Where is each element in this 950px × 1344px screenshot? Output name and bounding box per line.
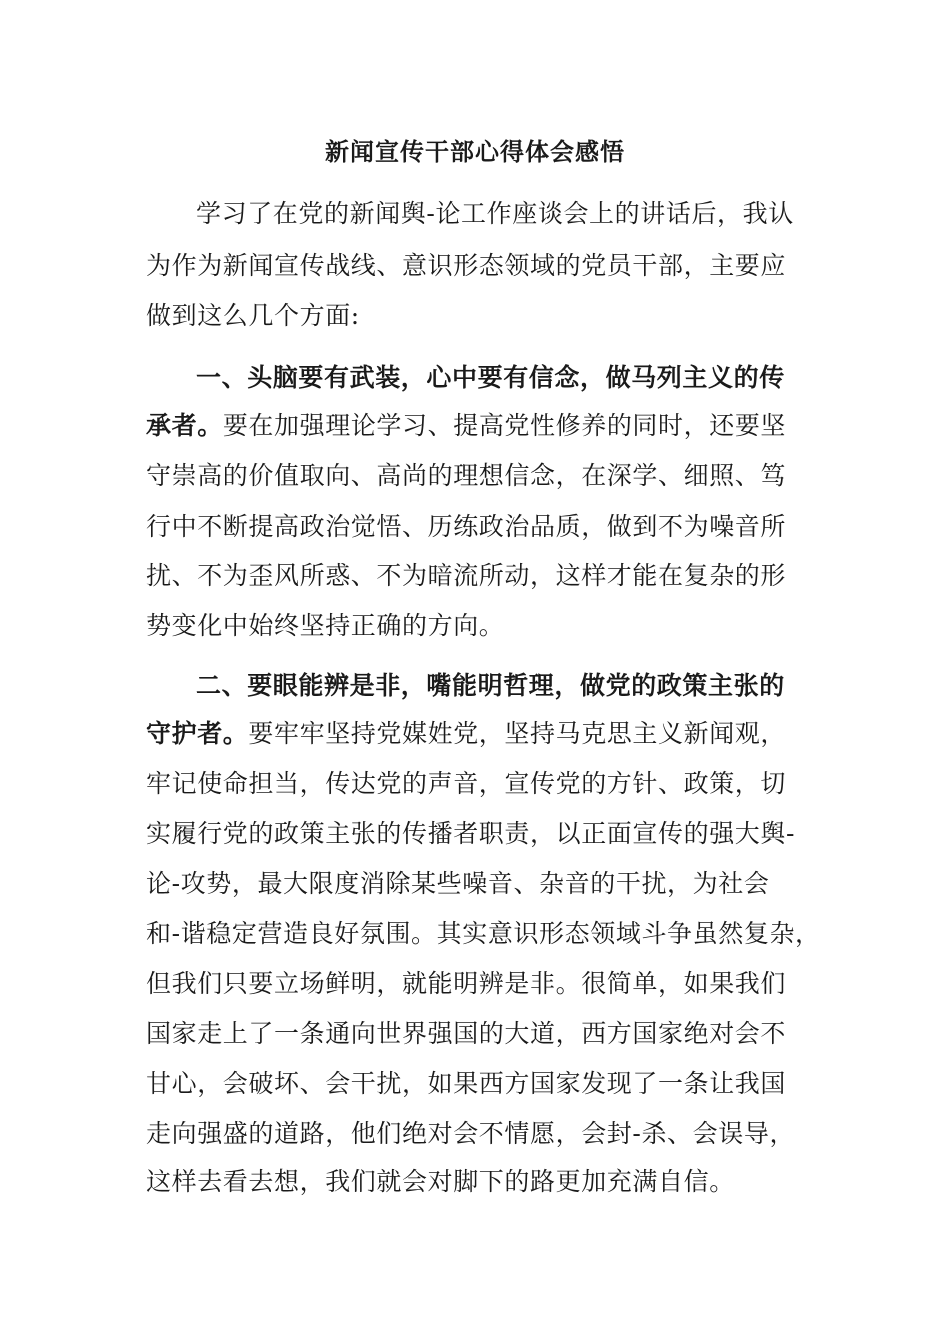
section2-line-2-text: 要牢牢坚持党媒姓党，坚持马克思主义新闻观， xyxy=(248,719,787,748)
section2-line-2 xyxy=(146,718,786,750)
section2-line-6: 和-谐稳定营造良好氛围。其实意识形态领域斗争虽然复杂， xyxy=(146,919,821,948)
intro-line-3: 做到这么几个方面: xyxy=(146,301,360,330)
section2-line-7: 但我们只要立场鲜明，就能明辨是非。很简单，如果我们 xyxy=(146,969,787,998)
section1-line-2 xyxy=(146,410,786,442)
section2-line-11: 这样去看去想，我们就会对脚下的路更加充满自信。 xyxy=(146,1167,735,1196)
section2-line-4: 实履行党的政策主张的传播者职责，以正面宣传的强大舆- xyxy=(146,819,796,848)
section2-heading-line-1: 二、要眼能辨是非，嘴能明哲理，做党的政策主张的 xyxy=(196,671,785,700)
section1-heading-line-1: 一、头脑要有武装，心中要有信念，做马列主义的传 xyxy=(196,363,785,392)
section1-line-3: 守崇高的价值取向、高尚的理想信念，在深学、细照、笃 xyxy=(146,461,787,490)
section2-line-8: 国家走上了一条通向世界强国的大道，西方国家绝对会不 xyxy=(146,1019,787,1048)
section2-line-10: 走向强盛的道路，他们绝对会不情愿，会封-杀、会误导， xyxy=(146,1119,796,1148)
intro-line-1: 学习了在党的新闻舆-论工作座谈会上的讲话后，我认 xyxy=(196,199,794,228)
section2-line-5: 论-攻势，最大限度消除某些噪音、杂音的干扰，为社会 xyxy=(146,869,770,898)
section1-line-5: 扰、不为歪风所惑、不为暗流所动，这样才能在复杂的形 xyxy=(146,561,787,590)
section1-line-4: 行中不断提高政治觉悟、历练政治品质，做到不为噪音所 xyxy=(146,512,787,541)
section2-heading-line-2: 守护者。 xyxy=(146,719,249,748)
intro-line-2: 为作为新闻宣传战线、意识形态领域的党员干部，主要应 xyxy=(146,251,787,280)
section1-line-2-text: 要在加强理论学习、提高党性修养的同时，还要坚 xyxy=(222,411,787,440)
section2-line-3: 牢记使命担当，传达党的声音，宣传党的方针、政策，切 xyxy=(146,769,787,798)
section1-line-6: 势变化中始终坚持正确的方向。 xyxy=(146,611,505,640)
section2-line-9: 甘心，会破坏、会干扰，如果西方国家发现了一条让我国 xyxy=(146,1069,787,1098)
section1-heading-line-2: 承者。 xyxy=(146,411,223,440)
document-title: 新闻宣传干部心得体会感悟 xyxy=(325,137,625,166)
